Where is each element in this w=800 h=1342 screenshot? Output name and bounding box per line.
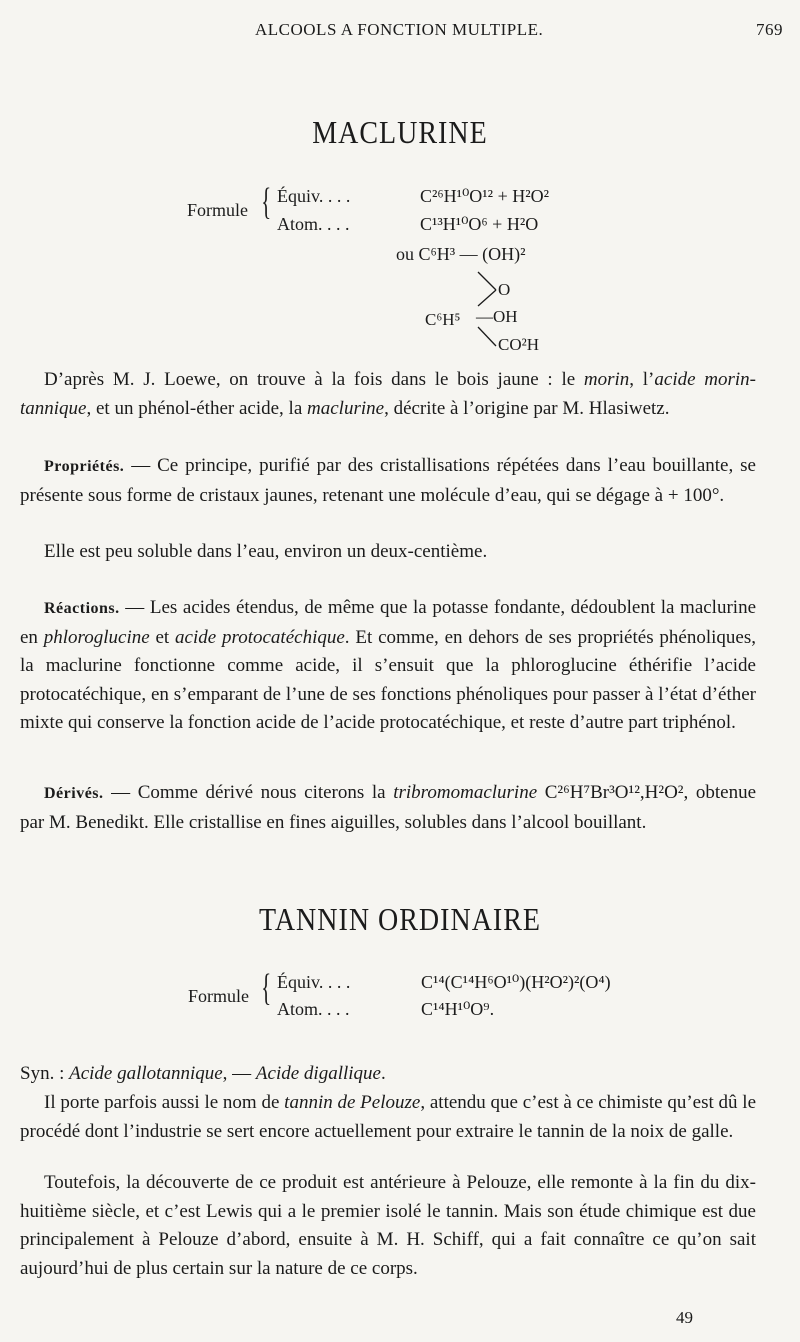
derives-paragraph: Dérivés. — Comme dérivé nous citerons la tribromomaclurine C²⁶H⁷Br³O¹²,H²O², obtenue par M. Benedikt. Elle cristallise en fines aiguilles, solubles dans l’alcool bouillant. bbox=[20, 782, 756, 833]
structure-o: O bbox=[498, 280, 511, 299]
formula-label: Formule bbox=[188, 986, 249, 1006]
equiv-label: Équiv. . . . bbox=[277, 972, 351, 992]
tannin-paragraph-2: Toutefois, la découverte de ce produit est antérieure à Pelouze, elle remonte à la fin du dix-huitième siècle, et c’est Lewis qui a le premier isolé le tannin. Mais son étude chimique est due principalement à Pelouze d’abord, ensuite à M. H. Schiff, qui a fait connaître ce qu’on sait aujourd’hui de plus certain sur la nature de ce corps. bbox=[20, 1172, 756, 1279]
equiv-formula: C¹⁴(C¹⁴H⁶O¹⁰)(H²O²)²(O⁴) bbox=[421, 972, 611, 992]
structure-bonds-icon bbox=[0, 0, 800, 380]
section-title-maclurine: MACLURINE bbox=[312, 115, 488, 152]
atom-label: Atom. . . . bbox=[277, 999, 350, 1019]
maclurine-intro: D’après M. J. Loewe, on trouve à la fois dans le bois jaune : le morin, l’acide morin-tannique, et un phénol-éther acide, la maclurine, décrite à l’origine par M. Hlasiwetz. bbox=[20, 369, 756, 419]
atom-label: Atom. . . . bbox=[277, 214, 350, 234]
solubility-paragraph: Elle est peu soluble dans l’eau, environ un deux-centième. bbox=[44, 541, 488, 562]
section-title-tannin: TANNIN ORDINAIRE bbox=[258, 902, 542, 939]
brace-icon: { bbox=[261, 181, 272, 223]
proprietes-heading: Propriétés. bbox=[44, 458, 125, 475]
ou-formula: ou C⁶H³ — (OH)² bbox=[396, 244, 526, 264]
equiv-formula: C²⁶H¹⁰O¹² + H²O² bbox=[420, 186, 550, 206]
structure-co2h: CO²H bbox=[498, 335, 539, 354]
page-number: 769 bbox=[756, 20, 783, 39]
brace-icon: { bbox=[261, 967, 272, 1009]
atom-formula: C¹⁴H¹⁰O⁹. bbox=[421, 999, 495, 1019]
proprietes-paragraph: Propriétés. — Ce principe, purifié par des cristallisations répétées dans l’eau bouillante, se présente sous forme de cristaux jaunes, retenant une molécule d’eau, qui se dégage à + 100°. bbox=[20, 455, 756, 506]
folio-number: 49 bbox=[676, 1308, 693, 1327]
synonyms-line: Syn. : Acide gallotannique, — Acide digallique. bbox=[20, 1063, 386, 1084]
formula-label: Formule bbox=[187, 200, 248, 220]
reactions-paragraph: Réactions. — Les acides étendus, de même que la potasse fondante, dédoublent la maclurine en phloroglucine et acide protocatéchique. Et comme, en dehors de ses propriétés phénoliques, la maclurine fonctionne comme acide, il s’ensuit que la phloroglucine éthérifie l’acide protocatéchique, en s’emparant de l’une de ses fonctions phénoliques pour passer à l’état d’éther mixte qui conserve la fonction acide de l’acide protocatéchique, et reste d’autre part triphénol. bbox=[20, 597, 756, 733]
running-title: ALCOOLS A FONCTION MULTIPLE. bbox=[255, 20, 544, 39]
reactions-heading: Réactions. bbox=[44, 600, 120, 617]
derives-heading: Dérivés. bbox=[44, 785, 104, 802]
tannin-paragraph-1: Il porte parfois aussi le nom de tannin de Pelouze, attendu que c’est à ce chimiste qu’est dû le procédé dont l’industrie se sert encore actuellement pour extraire le tannin de la noix de galle. bbox=[20, 1092, 756, 1142]
equiv-label: Équiv. . . . bbox=[277, 186, 351, 206]
structure-c6h5: C⁶H⁵ bbox=[425, 310, 461, 329]
atom-formula: C¹³H¹⁰O⁶ + H²O bbox=[420, 214, 539, 234]
structure-oh: —OH bbox=[476, 307, 518, 326]
